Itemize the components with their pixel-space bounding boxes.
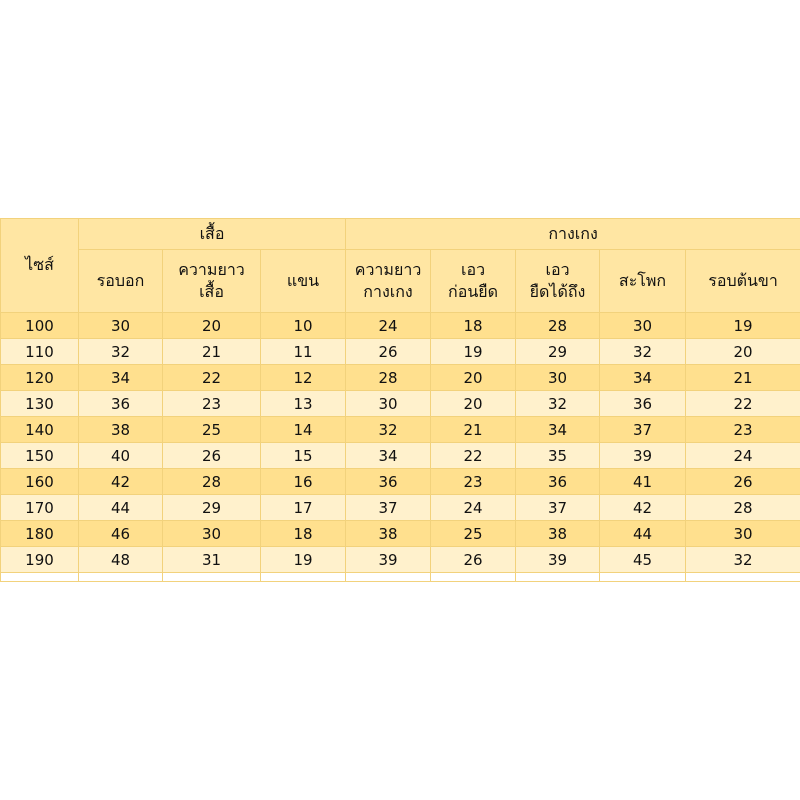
measurement-cell: 34 bbox=[79, 365, 163, 391]
measurement-cell: 45 bbox=[600, 547, 686, 573]
measurement-cell: 22 bbox=[163, 365, 261, 391]
measurement-cell: 20 bbox=[686, 339, 800, 365]
table-row bbox=[1, 469, 800, 495]
measurement-cell: 30 bbox=[163, 521, 261, 547]
measurement-cell: 41 bbox=[600, 469, 686, 495]
column-header-label: ความยาว เสื้อ bbox=[178, 260, 245, 301]
measurement-cell: 19 bbox=[261, 547, 346, 573]
measurement-cell: 24 bbox=[346, 313, 431, 339]
measurement-cell: 30 bbox=[686, 521, 800, 547]
measurement-cell: 38 bbox=[79, 417, 163, 443]
measurement-cell: 30 bbox=[346, 391, 431, 417]
column-header-pants-length bbox=[346, 250, 431, 313]
measurement-cell: 12 bbox=[261, 365, 346, 391]
table-row bbox=[1, 521, 800, 547]
size-header-label: ไซส์ bbox=[25, 255, 54, 274]
measurement-cell: 29 bbox=[163, 495, 261, 521]
measurement-cell: 44 bbox=[600, 521, 686, 547]
measurement-cell: 22 bbox=[431, 443, 516, 469]
measurement-cell: 30 bbox=[79, 313, 163, 339]
measurement-cell: 24 bbox=[431, 495, 516, 521]
measurement-cell: 36 bbox=[516, 469, 600, 495]
measurement-cell: 34 bbox=[600, 365, 686, 391]
measurement-cell: 18 bbox=[261, 521, 346, 547]
table-row bbox=[1, 339, 800, 365]
column-header-label: เอว ยืดได้ถึง bbox=[529, 260, 586, 301]
table-row bbox=[1, 391, 800, 417]
measurement-cell: 36 bbox=[79, 391, 163, 417]
size-cell: 180 bbox=[1, 521, 79, 547]
size-cell: 110 bbox=[1, 339, 79, 365]
measurement-cell: 26 bbox=[686, 469, 800, 495]
measurement-cell: 20 bbox=[431, 391, 516, 417]
measurement-cell: 39 bbox=[600, 443, 686, 469]
measurement-cell: 17 bbox=[261, 495, 346, 521]
column-header-chest bbox=[79, 250, 163, 313]
measurement-cell: 28 bbox=[346, 365, 431, 391]
column-header-label: สะโพก bbox=[618, 271, 667, 290]
size-cell: 190 bbox=[1, 547, 79, 573]
measurement-cell: 34 bbox=[346, 443, 431, 469]
size-chart bbox=[0, 218, 800, 582]
measurement-cell: 32 bbox=[686, 547, 800, 573]
measurement-cell: 25 bbox=[431, 521, 516, 547]
measurement-cell: 28 bbox=[516, 313, 600, 339]
measurement-cell: 37 bbox=[346, 495, 431, 521]
measurement-cell: 21 bbox=[431, 417, 516, 443]
column-header-row bbox=[1, 250, 800, 313]
size-table bbox=[0, 218, 800, 582]
measurement-cell: 32 bbox=[346, 417, 431, 443]
measurement-cell: 38 bbox=[346, 521, 431, 547]
table-row bbox=[1, 547, 800, 573]
column-header-label: ความยาว กางเกง bbox=[354, 260, 422, 301]
measurement-cell: 31 bbox=[163, 547, 261, 573]
group-header-shirt bbox=[79, 219, 346, 250]
column-header-waist-relaxed bbox=[431, 250, 516, 313]
measurement-cell: 26 bbox=[163, 443, 261, 469]
table-row bbox=[1, 417, 800, 443]
column-header-sleeve bbox=[261, 250, 346, 313]
measurement-cell: 15 bbox=[261, 443, 346, 469]
measurement-cell: 16 bbox=[261, 469, 346, 495]
measurement-cell: 23 bbox=[431, 469, 516, 495]
measurement-cell: 35 bbox=[516, 443, 600, 469]
table-row bbox=[1, 495, 800, 521]
measurement-cell: 21 bbox=[163, 339, 261, 365]
measurement-cell: 20 bbox=[163, 313, 261, 339]
measurement-cell: 10 bbox=[261, 313, 346, 339]
group-label-shirt: เสื้อ bbox=[199, 223, 225, 243]
measurement-cell: 25 bbox=[163, 417, 261, 443]
measurement-cell: 24 bbox=[686, 443, 800, 469]
measurement-cell: 11 bbox=[261, 339, 346, 365]
measurement-cell: 13 bbox=[261, 391, 346, 417]
column-header-thigh bbox=[686, 250, 800, 313]
measurement-cell: 39 bbox=[516, 547, 600, 573]
measurement-cell: 32 bbox=[600, 339, 686, 365]
size-cell: 100 bbox=[1, 313, 79, 339]
measurement-cell: 36 bbox=[600, 391, 686, 417]
table-row bbox=[1, 313, 800, 339]
measurement-cell: 34 bbox=[516, 417, 600, 443]
measurement-cell: 20 bbox=[431, 365, 516, 391]
column-header-hip bbox=[600, 250, 686, 313]
group-label-pants: กางเกง bbox=[548, 223, 598, 243]
measurement-cell: 19 bbox=[431, 339, 516, 365]
measurement-cell: 23 bbox=[686, 417, 800, 443]
column-header-label: รอบอก bbox=[96, 271, 145, 290]
measurement-cell: 39 bbox=[346, 547, 431, 573]
measurement-cell: 40 bbox=[79, 443, 163, 469]
size-cell: 150 bbox=[1, 443, 79, 469]
size-cell: 130 bbox=[1, 391, 79, 417]
measurement-cell: 22 bbox=[686, 391, 800, 417]
group-header-pants bbox=[346, 219, 800, 250]
measurement-cell: 46 bbox=[79, 521, 163, 547]
measurement-cell: 42 bbox=[79, 469, 163, 495]
measurement-cell: 36 bbox=[346, 469, 431, 495]
size-cell: 170 bbox=[1, 495, 79, 521]
measurement-cell: 32 bbox=[516, 391, 600, 417]
measurement-cell: 18 bbox=[431, 313, 516, 339]
measurement-cell: 28 bbox=[686, 495, 800, 521]
size-cell: 140 bbox=[1, 417, 79, 443]
measurement-cell: 32 bbox=[79, 339, 163, 365]
measurement-cell: 26 bbox=[431, 547, 516, 573]
measurement-cell: 28 bbox=[163, 469, 261, 495]
measurement-cell: 30 bbox=[600, 313, 686, 339]
measurement-cell: 21 bbox=[686, 365, 800, 391]
column-header-label: รอบต้นขา bbox=[708, 271, 778, 290]
measurement-cell: 48 bbox=[79, 547, 163, 573]
measurement-cell: 37 bbox=[600, 417, 686, 443]
measurement-cell: 37 bbox=[516, 495, 600, 521]
size-cell: 160 bbox=[1, 469, 79, 495]
measurement-cell: 30 bbox=[516, 365, 600, 391]
table-row bbox=[1, 365, 800, 391]
table-row bbox=[1, 443, 800, 469]
column-header-shirt-length bbox=[163, 250, 261, 313]
measurement-cell: 23 bbox=[163, 391, 261, 417]
column-header-label: แขน bbox=[286, 271, 320, 290]
measurement-cell: 38 bbox=[516, 521, 600, 547]
measurement-cell: 29 bbox=[516, 339, 600, 365]
measurement-cell: 14 bbox=[261, 417, 346, 443]
measurement-cell: 19 bbox=[686, 313, 800, 339]
measurement-cell: 42 bbox=[600, 495, 686, 521]
column-header-waist-stretched bbox=[516, 250, 600, 313]
table-tail-row bbox=[1, 573, 800, 582]
size-cell: 120 bbox=[1, 365, 79, 391]
group-header-row bbox=[1, 219, 800, 250]
measurement-cell: 44 bbox=[79, 495, 163, 521]
measurement-cell: 26 bbox=[346, 339, 431, 365]
table-body bbox=[1, 313, 800, 573]
size-column-header bbox=[1, 219, 79, 313]
column-header-label: เอว ก่อนยืด bbox=[448, 260, 499, 301]
